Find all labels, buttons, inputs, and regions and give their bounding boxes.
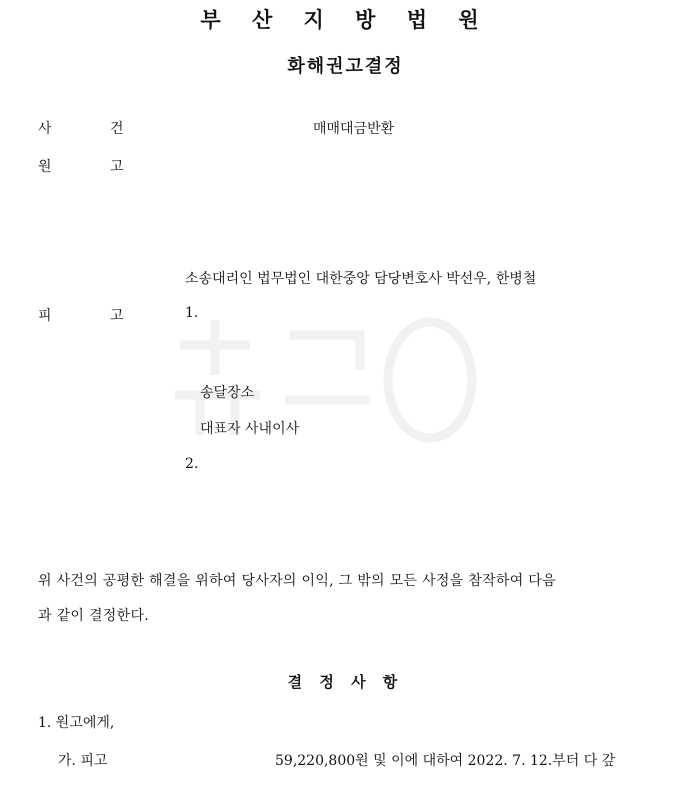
decision-sub-a-text: 59,220,800원 및 이에 대하여 2022. 7. 12.부터 다 갚 [275, 753, 616, 769]
preamble-line-1: 위 사건의 공평한 해결을 위하여 당사자의 이익, 그 밖의 모든 사정을 참작하여 다음 [38, 573, 556, 589]
decision-heading: 결 정 사 항 [287, 673, 404, 691]
service-address-label: 송달장소 [200, 385, 255, 401]
decision-item-1: 1. 원고에게, [38, 715, 115, 731]
decision-sub-a-label: 가. 피고 [58, 753, 108, 769]
defendant-item-1: 1. [185, 305, 199, 321]
defendant-item-2: 2. [185, 456, 199, 472]
defendant-label-char-2: 고 [110, 308, 124, 324]
representative-label: 대표자 사내이사 [200, 421, 300, 437]
defendant-label-char-1: 피 [38, 308, 52, 324]
preamble-line-2: 과 같이 결정한다. [38, 608, 150, 624]
plaintiff-label-char-1: 원 [38, 159, 52, 175]
plaintiff-label-char-2: 고 [110, 159, 124, 175]
plaintiff-attorney: 소송대리인 법무법인 대한중앙 담당변호사 박선우, 한병철 [185, 271, 537, 287]
court-name: 부 산 지 방 법 원 [200, 8, 491, 32]
case-name: 매매대금반환 [313, 121, 395, 137]
document-title: 화해권고결정 [287, 56, 404, 77]
case-label-char-1: 사 [38, 121, 52, 137]
case-label-char-2: 건 [110, 121, 124, 137]
